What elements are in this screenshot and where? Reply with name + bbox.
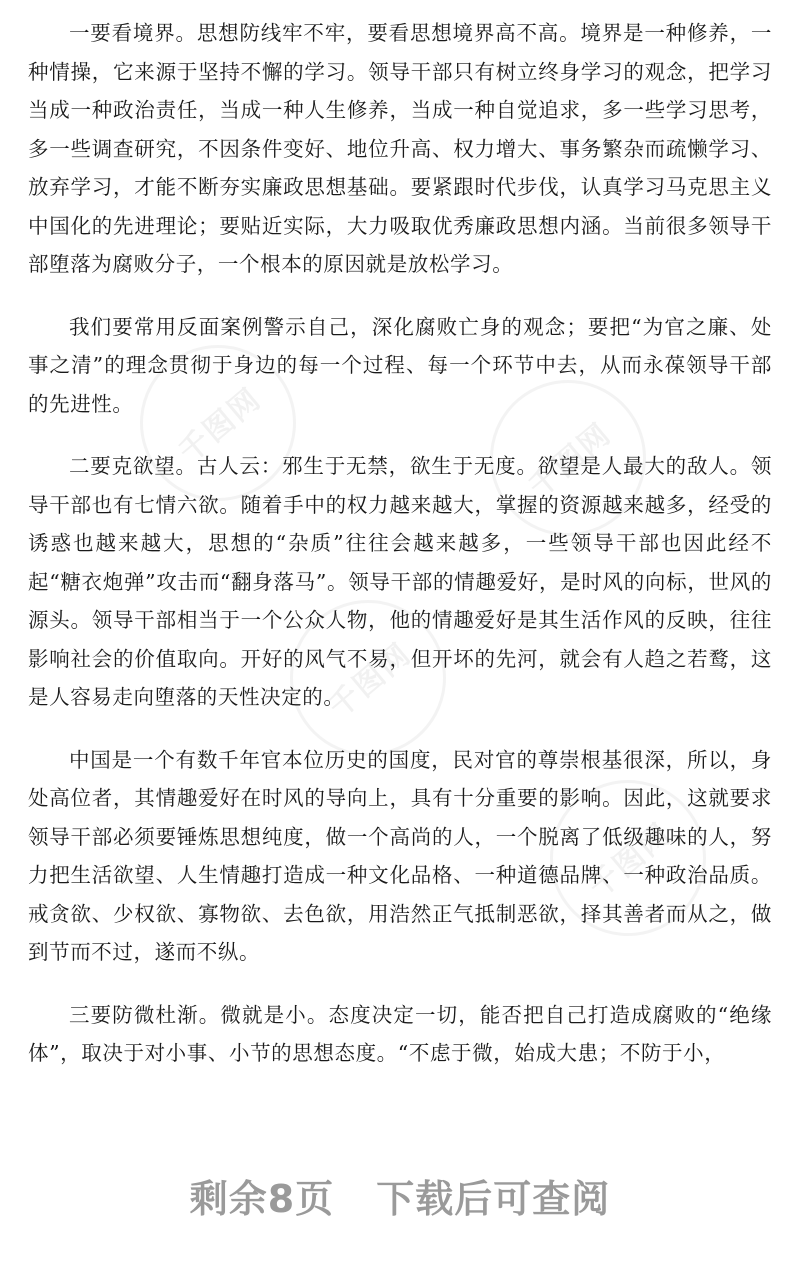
- watermark-text: 千图网: [522, 416, 619, 505]
- watermark-text: 千图网: [582, 816, 679, 905]
- watermark-text: 千图网: [322, 636, 419, 725]
- paragraph: 二要克欲望。古人云：邪生于无禁，欲生于无度。欲望是人最大的敌人。领导干部也有七情六欲。随着手中的权力越来越大，掌握的资源越来越多，经受的诱惑也越来越大，思想的“杂质”往往会越来越多，一些领导干部也因此经不起“糖衣炮弹”攻击而“翻身落马”。领导干部的情趣爱好，是时风的向标，世风的源头。领导干部相当于一个公众人物，他的情趣爱好是其生活作风的反映，往往影响社会的价值取向。开好的风气不易，但开坏的先河，就会有人趋之若鹜，这是人容易走向堕落的天性决定的。: [28, 454, 772, 709]
- download-hint-label: 下载后可查阅: [376, 1177, 611, 1221]
- paragraph: 我们要常用反面案例警示自己，深化腐败亡身的观念；要把“为官之廉、处事之清”的理念贯彻于身边的每一个过程、每一个环节中去，从而永葆领导干部的先进性。: [28, 314, 772, 416]
- document-body: [28, 14, 772, 1073]
- remaining-pages-banner[interactable]: [0, 1176, 800, 1222]
- paragraph: 中国是一个有数千年官本位历史的国度，民对官的尊崇根基很深，所以，身处高位者，其情趣爱好在时风的导向上，具有十分重要的影响。因此，这就要求领导干部必须要锤炼思想纯度，做一个高尚的人，一个脱离了低级趣味的人，努力把生活欲望、人生情趣打造成一种文化品格、一种道德品牌、一种政治品质。戒贪欲、少权欲、寡物欲、去色欲，用浩然正气抵制恶欲，择其善者而从之，做到节而不过，遂而不纵。: [28, 747, 772, 964]
- watermark-text: 千图网: [172, 381, 269, 470]
- remaining-pages-label: 剩余8页: [189, 1177, 335, 1221]
- paragraph: 一要看境界。思想防线牢不牢，要看思想境界高不高。境界是一种修养，一种情操，它来源于坚持不懈的学习。领导干部只有树立终身学习的观念，把学习当成一种政治责任，当成一种人生修养，当成一种自觉追求，多一些学习思考，多一些调查研究，不因条件变好、地位升高、权力增大、事务繁杂而疏懒学习、放弃学习，才能不断夯实廉政思想基础。要紧跟时代步伐，认真学习马克思主义中国化的先进理论；要贴近实际，大力吸取优秀廉政思想内涵。当前很多领导干部堕落为腐败分子，一个根本的原因就是放松学习。: [28, 21, 772, 276]
- paragraph: 三要防微杜渐。微就是小。态度决定一切，能否把自己打造成腐败的“绝缘体”，取决于对小事、小节的思想态度。“不虑于微，始成大患；不防于小，: [28, 1002, 772, 1065]
